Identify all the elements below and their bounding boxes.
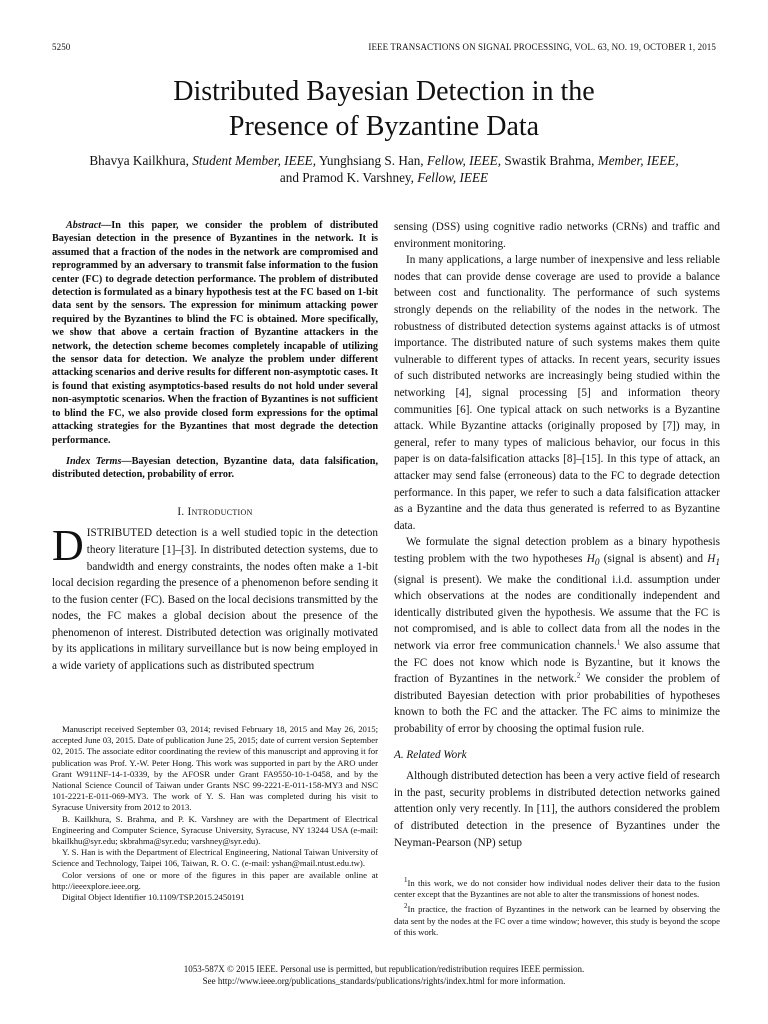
intro-paragraph xyxy=(52,521,378,674)
author-role: Member, IEEE, xyxy=(597,153,679,168)
copyright-line-2: See http://www.ieee.org/publications_standards/publications/rights/index.html for more information. xyxy=(202,975,566,986)
right-paragraph-applications: In many applications, a large number of inexpensive and less reliable nodes that can provide dense coverage are used to provide a balance between cost and functionality. The performance of such systems strongly depends on the reliability of the nodes in the network. The robustness of distributed detection systems against attacks is of utmost importance. The distributed nature of such systems makes them quite vulnerable to different types of attacks. In recent years, security issues of such distributed networks are increasingly being studied within the networking [4], signal processing [5] and information theory communities [6]. One typical attack on such networks is a Byzantine attack. While Byzantine attacks (originally proposed by [7]) may, in general, refer to many types of malicious behavior, our focus in this paper is on data-falsification attacks [8]–[15]. In this type of attack, an attacker may send false (erroneous) data to the FC to degrade detection performance. In this paper, we refer to such a data falsification attacker as a Byzantine and the data thus generated is referred to as Byzantine data. xyxy=(394,254,720,532)
footnote-doi: Digital Object Identifier 10.1109/TSP.2015.2450191 xyxy=(62,892,245,903)
right-column xyxy=(394,219,720,851)
index-terms xyxy=(52,455,378,482)
left-footnotes xyxy=(52,724,378,903)
page-number: 5250 xyxy=(52,42,71,52)
paper-title xyxy=(40,74,728,144)
author-role: Student Member, IEEE, xyxy=(192,153,317,168)
abstract-lead: Abstract xyxy=(66,220,102,231)
author-role: Fellow, IEEE xyxy=(417,169,489,185)
hypothesis-h0: $H_0$ xyxy=(586,552,600,569)
author-name: and Pramod K. Varshney, xyxy=(279,169,414,185)
author-name: Swastik Brahma, xyxy=(504,153,595,168)
footnote-color-versions: Color versions of one or more of the figures in this paper are available online at http://ieeexplore.ieee.org. xyxy=(52,869,378,891)
footnote-manuscript: Manuscript received September 03, 2014; revised February 18, 2015 and May 26, 2015; accepted June 03, 2015. Date of publication June 25, 2015; date of current version September 02, 2015. The associate editor coordinating the review of this manuscript and approving it for publication was Prof. Y.-W. Peter Hong. This work was supported in part by the ARO under Grant W911NF-14-1-0339, by the AFOSR under Grant FA9550-10-1-0458, and by the National Science Council of Taiwan under Grants NSC 99-2221-E-011-158-MY3 and NSC 101-2221-E-011-069-MY3. The work of Y. S. Han was completed during his visit to Syracuse University from 2012 to 2013. xyxy=(52,724,378,813)
right-footnotes xyxy=(394,878,720,942)
footnote-mark-1: 1 xyxy=(616,638,621,647)
index-terms-lead: Index Terms xyxy=(66,455,122,467)
abstract xyxy=(52,219,378,447)
right-paragraph-formulation: We formulate the signal detection problem as a binary hypothesis testing problem with the two hypotheses $H_0$ (signal is absent) and $H_1$ (signal is present). We make the conditional i.i.d. assumption under which observations at the nodes are conditionally independent and identically distributed given the hypothesis. We assume that the FC is not compromised, and is able to collect data from all the nodes in the network via error free communication channels.$^1$ We also assume that the FC does not know which node is Byzantine, but it knows the fraction of Byzantines in the network.$^2$ We consider the problem of distributed Bayesian detection with prior probabilities of hypotheses known to both the FC and the attacker. The FC aims to minimize the probability of error by choosing the optimal fusion rule. xyxy=(394,536,720,736)
footnote-affiliation-syracuse: B. Kailkhura, S. Brahma, and P. K. Varshney are with the Department of Electrical Engineering and Computer Science, Syracuse University, Syracuse, NY 13244 USA (e-mail: bkailkhu@syr.edu; skbrahma@syr.edu; varshney@syr.edu). xyxy=(52,813,378,847)
author-name: Bhavya Kailkhura, xyxy=(89,153,189,168)
footnote-2: $^2$In practice, the fraction of Byzantines in the network can be learned by observing the data sent by the nodes at the FC over a time window; however, this study is beyond the scope of this work. xyxy=(394,902,720,937)
author-role: Fellow, IEEE, xyxy=(426,153,502,168)
intro-text: ISTRIBUTED detection is a well studied topic in the detection theory literature [1]–[3]. In distributed detection systems, due to bandwidth and energy constraints, the nodes often make a 1-bit local decision regarding the presence of a phenomenon before sending it to the fusion center (FC). Based on the local decisions transmitted by the nodes, the FC makes a global decision about the presence of the phenomenon of interest. Distributed detection was originally motivated by its applications in military surveillance but is now being employed in a wide variety of applications such as distributed spectrum xyxy=(52,527,378,673)
journal-header: IEEE TRANSACTIONS ON SIGNAL PROCESSING, VOL. 63, NO. 19, OCTOBER 1, 2015 xyxy=(368,42,716,52)
left-column xyxy=(52,219,378,675)
author-list xyxy=(40,153,728,186)
author-name: Yunghsiang S. Han, xyxy=(318,153,424,168)
footnote-affiliation-taiwan: Y. S. Han is with the Department of Electrical Engineering, National Taiwan University of Science and Technology, Taipei 106, Taiwan, R. O. C. (e-mail: yshan@mail.ntust.edu.tw). xyxy=(52,847,378,869)
right-paragraph-related-work: Although distributed detection has been a very active field of research in the past, security problems in distributed detection networks gained attention only very recently. In [11], the authors considered the problem of distributed detection in the presence of Byzantines under the Neyman-Pearson (NP) setup xyxy=(394,770,720,849)
abstract-text: —In this paper, we consider the problem of distributed Bayesian detection in the presence of Byzantines in the network. It is assumed that a fraction of the nodes in the network are compromised and reprogrammed by an adversary to transmit false information to the fusion center (FC) to degrade detection performance. The problem of distributed detection is formulated as a binary hypothesis test at the FC based on 1-bit data sent by the sensors. The expression for minimum attacking power required by the Byzantines to blind the FC is obtained. More specifically, we show that above a certain fraction of Byzantine attackers in the network, the detection scheme becomes completely incapable of utilizing the sensor data for detection. We analyze the problem under different attacking scenarios and derive results for different non-asymptotic cases. It is found that existing asymptotics-based results do not hold under several non-asymptotic scenarios. When the fraction of Byzantines is not sufficient to blind the FC, we also provide closed form expressions for the optimal attacking strategies for the Byzantines that most degrade the detection performance. xyxy=(52,220,378,446)
copyright-line-1: 1053-587X © 2015 IEEE. Personal use is permitted, but republication/redistribution requires IEEE permission. xyxy=(183,964,585,974)
section-heading-introduction: I. Introduction xyxy=(177,505,253,518)
footnote-1: $^1$In this work, we do not consider how individual nodes deliver their data to the fusion center except that the Byzantines are not able to alter the transmissions of honest nodes. xyxy=(394,876,720,900)
title-line-2: Presence of Byzantine Data xyxy=(228,111,540,142)
index-terms-text: —Bayesian detection, Byzantine data, data falsification, distributed detection, probability of error. xyxy=(52,455,378,481)
hypothesis-h1: $H_1$ xyxy=(707,552,720,569)
title-line-1: Distributed Bayesian Detection in the xyxy=(173,76,595,107)
subsection-heading-related-work: A. Related Work xyxy=(394,748,467,761)
footnote-mark-2: 2 xyxy=(576,671,581,680)
copyright-notice xyxy=(40,964,728,988)
drop-cap: D xyxy=(52,521,84,571)
right-paragraph-continued: sensing (DSS) using cognitive radio networks (CRNs) and traffic and environment monitoring. xyxy=(394,221,720,250)
